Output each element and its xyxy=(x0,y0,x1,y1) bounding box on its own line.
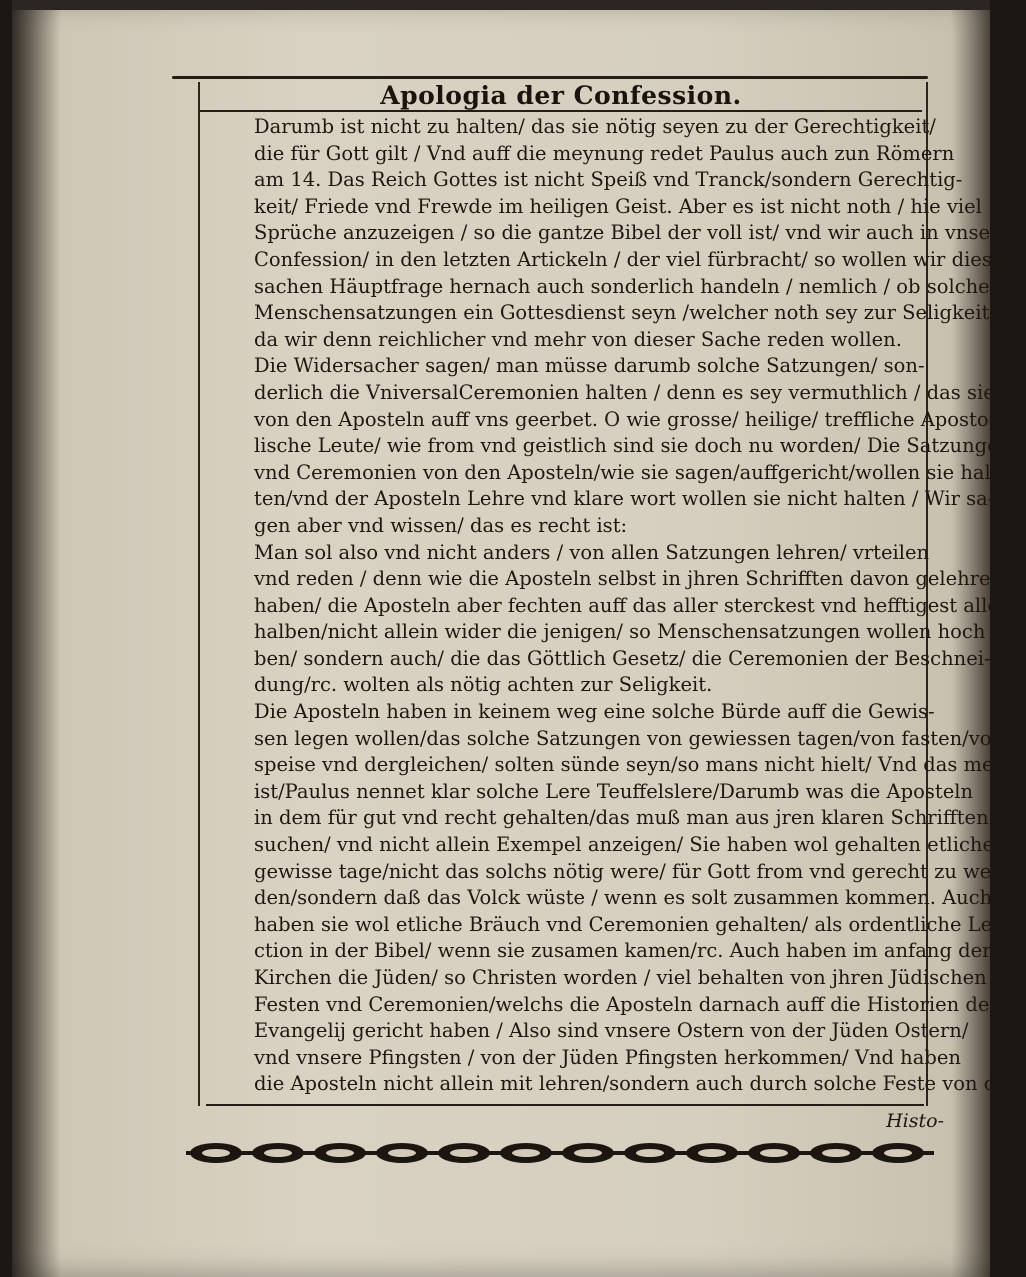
paragraph-2 xyxy=(206,353,1012,539)
text-line: Die Widersacher sagen/ man müsse darumb solche Satzungen/ son- xyxy=(254,354,925,378)
text-line: sachen Häuptfrage hernach auch sonderlich handeln / nemlich / ob solche xyxy=(254,274,990,298)
catchword: Histo- xyxy=(886,1110,944,1132)
running-head: Apologia der Confession. xyxy=(380,81,742,110)
ornament-border-icon xyxy=(186,1140,934,1166)
text-line: halben/nicht allein wider die jenigen/ so Menschensatzungen wollen hoch he- xyxy=(254,620,1023,644)
text-line: die für Gott gilt / Vnd auff die meynung redet Paulus auch zun Römern xyxy=(254,141,955,165)
paragraph-1 xyxy=(206,114,1013,353)
text-line: vnd reden / denn wie die Aposteln selbst in jhren Schrifften davon gelehret xyxy=(254,567,999,591)
text-body xyxy=(206,114,1026,1098)
text-line: da wir denn reichlicher vnd mehr von dieser Sache reden wollen. xyxy=(254,327,902,351)
text-line: gen aber vnd wissen/ das es recht ist: xyxy=(254,513,628,537)
text-line: sen legen wollen/das solche Satzungen von gewiessen tagen/von fasten/von xyxy=(254,726,1005,750)
text-line: Kirchen die Jüden/ so Christen worden / viel behalten von jhren Jüdischen xyxy=(254,966,987,989)
bottom-rule xyxy=(206,1104,924,1106)
text-line: gewisse tage/nicht das solchs nötig were/ für Gott from vnd gerecht zu wer- xyxy=(254,859,1008,883)
text-line: ten/vnd der Aposteln Lehre vnd klare wort wollen sie nicht halten / Wir sa- xyxy=(254,487,995,511)
text-line: Darumb ist nicht zu halten/ das sie nötig seyen zu der Gerechtigkeit/ xyxy=(254,115,936,138)
text-line: Die Aposteln haben in keinem weg eine solche Bürde auff die Gewis- xyxy=(254,700,935,724)
text-line: Menschensatzungen ein Gottesdienst seyn /welcher noth sey zur Seligkeit/ xyxy=(254,301,996,325)
text-line: Man sol also vnd nicht anders / von allen Satzungen lehren/ vrteilen xyxy=(254,540,930,564)
text-line: speise vnd dergleichen/ solten sünde seyn/so mans nicht hielt/ Vnd das mehr xyxy=(254,753,1016,777)
text-line: vnd vnsere Pfingsten / von der Jüden Pfingsten herkommen/ Vnd haben xyxy=(254,1045,961,1069)
text-line: suchen/ vnd nicht allein Exempel anzeigen/ Sie haben wol gehalten etliche xyxy=(254,833,995,857)
text-line: den/sondern daß das Volck wüste / wenn es solt zusammen kommen. Auch xyxy=(254,886,993,910)
paragraph-4 xyxy=(206,699,1018,1098)
text-line: am 14. Das Reich Gottes ist nicht Speiß vnd Tranck/sondern Gerechtig- xyxy=(254,168,963,192)
text-line: von den Aposteln auff vns geerbet. O wie grosse/ heilige/ treffliche Aposto- xyxy=(254,407,996,431)
text-line: in dem für gut vnd recht gehalten/das muß man aus jren klaren Schrifften xyxy=(254,806,989,830)
text-line: lische Leute/ wie from vnd geistlich sind sie doch nu worden/ Die Satzungen xyxy=(254,434,1012,458)
top-rule xyxy=(172,76,928,79)
paragraph-3 xyxy=(206,540,1026,700)
text-line: Festen vnd Ceremonien/welchs die Aposteln darnach auff die Historien des xyxy=(254,992,1000,1016)
text-line: Evangelij gericht haben / Also sind vnsere Ostern von der Jüden Ostern/ xyxy=(254,1019,969,1043)
text-line: Confession/ in den letzten Artickeln / der viel fürbracht/ so wollen wir dieser xyxy=(254,247,1013,271)
text-line: ist/Paulus nennet klar solche Lere Teuffelslere/Darumb was die Aposteln xyxy=(254,779,974,803)
page-top-edge xyxy=(12,0,990,10)
text-line: keit/ Friede vnd Frewde im heiligen Geist. Aber es ist nicht noth / hie viel xyxy=(254,194,982,218)
text-line: derlich die VniversalCeremonien halten / denn es sey vermuthlich / das sie xyxy=(254,380,995,404)
text-line: haben/ die Aposteln aber fechten auff das aller sterckest vnd hefftigest allent- xyxy=(254,593,1026,617)
header-rule xyxy=(200,110,922,112)
text-line: ben/ sondern auch/ die das Göttlich Gesetz/ die Ceremonien der Beschnei- xyxy=(254,646,991,670)
text-line: ction in der Bibel/ wenn sie zusamen kamen/rc. Auch haben im anfang der xyxy=(254,939,992,963)
text-line: Sprüche anzuzeigen / so die gantze Bibel der voll ist/ vnd wir auch in vnser xyxy=(254,221,1000,245)
text-line: die Aposteln nicht allein mit lehren/sondern auch durch solche Feste von der xyxy=(254,1072,1018,1096)
text-line: haben sie wol etliche Bräuch vnd Ceremonien gehalten/ als ordentliche Le- xyxy=(254,912,999,936)
text-line: vnd Ceremonien von den Aposteln/wie sie sagen/auffgericht/wollen sie hal- xyxy=(254,460,998,484)
text-line: dung/rc. wolten als nötig achten zur Seligkeit. xyxy=(254,673,713,697)
